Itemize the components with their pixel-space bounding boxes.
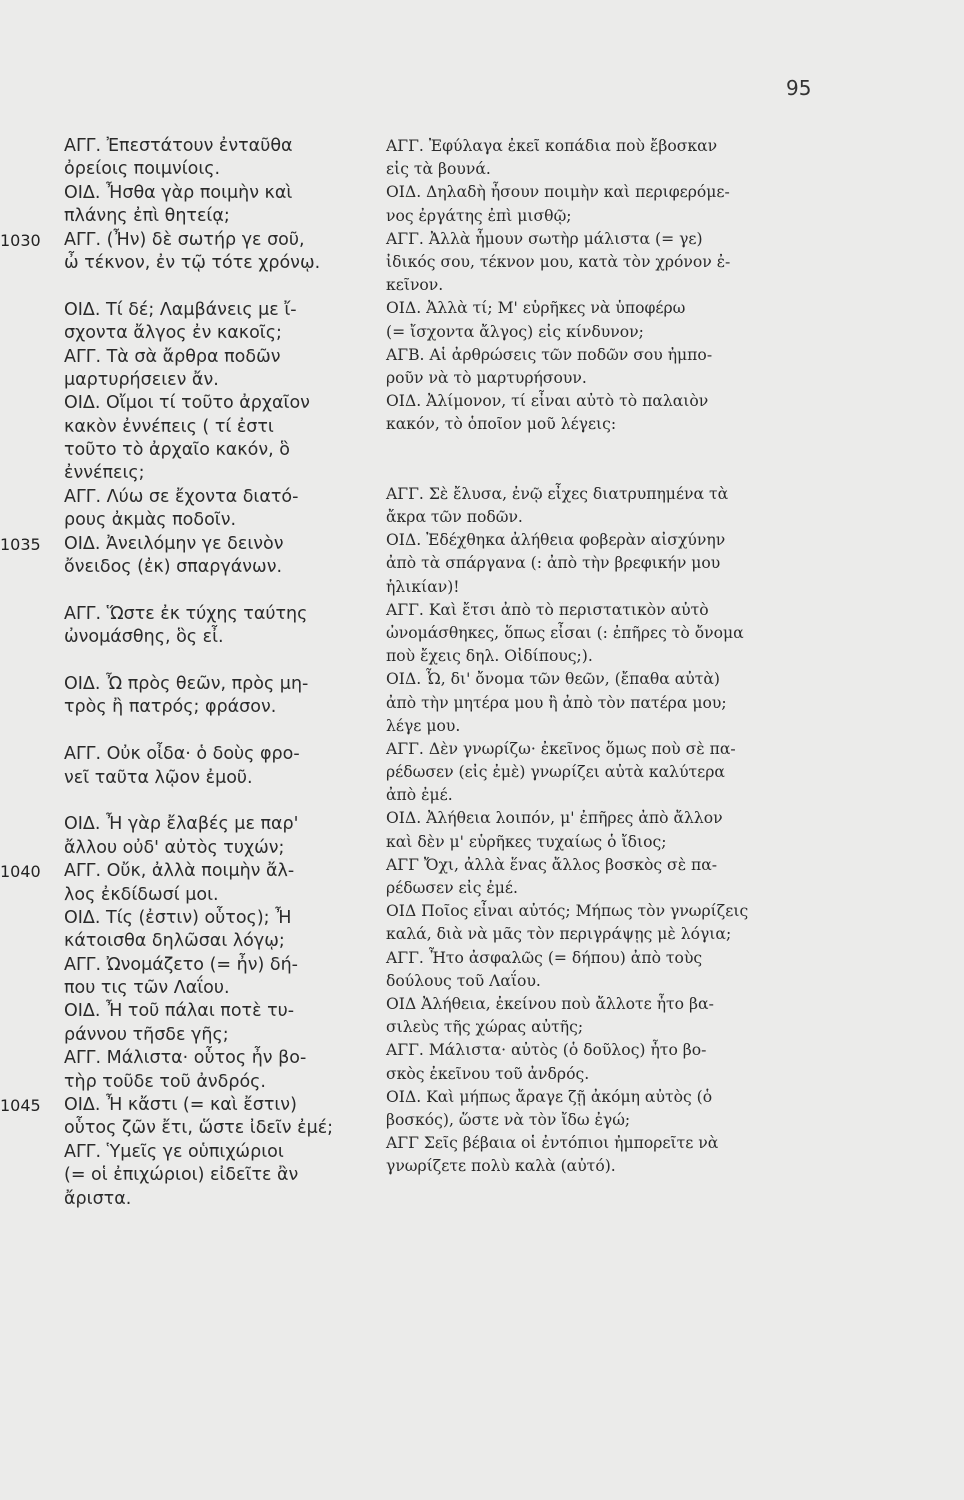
translation-text-line: [386, 135, 832, 158]
translation-text-line: [386, 784, 832, 807]
translation-line-content: ἀπὸ τὴν μητέρα μου ἢ ἀπὸ τὸν πατέρα μου;: [386, 693, 727, 712]
translation-text-line: [386, 413, 832, 436]
ancient-line-content: ἄλλου οὐδ' αὐτὸς τυχών;: [64, 837, 285, 858]
ancient-line-content: ὄνειδος (ἐκ) σπαργάνων.: [64, 557, 283, 578]
translation-line-content: ΑΓΒ. Αἱ ἀρθρώσεις τῶν ποδῶν σου ἠμπο-: [386, 345, 713, 364]
ancient-text-line: [64, 322, 382, 345]
translation-line-content: ἀπὸ ἐμέ.: [386, 786, 453, 805]
ancient-text-line: [64, 767, 382, 790]
verse-line-number: 1040: [0, 862, 41, 882]
translation-text-line: [386, 1132, 832, 1155]
paragraph-gap: [64, 579, 382, 602]
translation-line-content: ρέδωσεν (εἰς ἐμὲ) γνωρίζει αὐτὰ καλύτερα: [386, 763, 725, 782]
translation-text-line: [386, 529, 832, 552]
translation-text-line: [386, 251, 832, 274]
translation-text-line: [386, 367, 832, 390]
translation-text-line: [386, 715, 832, 738]
translation-text-line: [386, 506, 832, 529]
verse-line-number: 1035: [0, 534, 41, 554]
ancient-text-line: [64, 1164, 382, 1187]
ancient-text-line: [64, 1141, 382, 1164]
ancient-line-content: τὴρ τοῦδε τοῦ ἀνδρός.: [64, 1071, 266, 1092]
translation-line-content: ὠνομάσθηκες, ὅπως εἶσαι (: ἐπῆρες τὸ ὄνομα: [386, 623, 744, 642]
paragraph-gap: [386, 460, 832, 483]
ancient-text-line: [64, 556, 382, 579]
ancient-line-content: ὀρείοις ποιμνίοις.: [64, 159, 221, 180]
translation-text-line: [386, 645, 832, 668]
ancient-line-content: ΟΙΔ. Ὦ πρὸς θεῶν, πρὸς μη-: [64, 673, 309, 694]
ancient-line-content: ΑΓΓ. Οὔκ, ἀλλὰ ποιμὴν ἄλ-: [64, 861, 295, 882]
translation-text-line: [386, 692, 832, 715]
ancient-line-content: ράννου τῆσδε γῆς;: [64, 1024, 229, 1045]
translation-line-content: νος ἐργάτης ἐπὶ μισθῷ;: [386, 206, 572, 225]
translation-line-content: ΑΓΓ. Μάλιστα· αὐτὸς (ὁ δοῦλος) ἦτο βο-: [386, 1041, 707, 1060]
translation-line-content: ΑΓΓ. Δὲν γνωρίζω· ἐκεῖνος ὅμως ποὺ σὲ πα-: [386, 739, 736, 758]
translation-text-line: [386, 297, 832, 320]
ancient-line-content: ΟΙΔ. Ἦσθα γὰρ ποιμὴν καὶ: [64, 182, 293, 203]
translation-line-content: ἰδικός σου, τέκνον μου, κατὰ τὸν χρόνον ἐ-: [386, 252, 731, 271]
ancient-text-line: [0, 1094, 382, 1117]
translation-text-line: [386, 181, 832, 204]
ancient-line-content: ΑΓΓ. Ὠνομάζετο (= ἦν) δή-: [64, 954, 298, 975]
translation-line-content: ΟΙΔ. Ὦ, δι' ὄνομα τῶν θεῶν, (ἔπαθα αὐτὰ): [386, 670, 720, 689]
translation-text-line: [386, 321, 832, 344]
paragraph-gap: [64, 720, 382, 743]
translation-text-line: [386, 831, 832, 854]
paragraph-gap: [386, 436, 832, 459]
ancient-line-content: ΟΙΔ. Ἦ τοῦ πάλαι ποτὲ τυ-: [64, 1001, 295, 1022]
ancient-line-content: πλάνης ἐπὶ θητείᾳ;: [64, 206, 230, 227]
ancient-line-content: κάτοισθα δηλῶσαι λόγῳ;: [64, 931, 285, 952]
ancient-text-line: [64, 743, 382, 766]
translation-text-line: [386, 947, 832, 970]
ancient-line-content: ΟΙΔ. Ἀνειλόμην γε δεινὸν: [64, 533, 284, 554]
translation-line-content: γνωρίζετε πολὺ καλὰ (αὐτό).: [386, 1157, 616, 1176]
ancient-line-content: ΟΙΔ. Τίς (ἐστιν) οὗτος); Ἦ: [64, 907, 292, 928]
verse-line-number: 1030: [0, 230, 41, 250]
translation-line-content: ΑΓΓ. Ἀλλὰ ἦμουν σωτὴρ μάλιστα (= γε): [386, 229, 703, 248]
translation-text-line: [386, 622, 832, 645]
translation-text-line: [386, 1086, 832, 1109]
ancient-line-content: τοῦτο τὸ ἀρχαῖο κακόν, ὃ: [64, 440, 290, 461]
translation-line-content: ΑΓΓ. Ἐφύλαγα ἐκεῖ κοπάδια ποὺ ἔβοσκαν: [386, 137, 718, 155]
ancient-text-line: [64, 954, 382, 977]
translation-line-content: ΟΙΔ. Ἀλλὰ τί; Μ' εὑρῆκες νὰ ὑποφέρω: [386, 299, 686, 318]
ancient-text-line: [64, 416, 382, 439]
ancient-text-line: [64, 205, 382, 228]
ancient-text-line: [64, 158, 382, 181]
translation-line-content: ΑΓΓ Ὄχι, ἀλλὰ ἕνας ἄλλος βοσκὸς σὲ πα-: [386, 855, 718, 874]
ancient-text-line: [0, 860, 382, 883]
ancient-text-line: [64, 977, 382, 1000]
translation-text-line: [386, 483, 832, 506]
translation-text-line: [386, 993, 832, 1016]
translation-line-content: ΟΙΔ. Ἀλίμονον, τί εἶναι αὐτὸ τὸ παλαιὸν: [386, 392, 709, 411]
page-number: 95: [786, 76, 812, 100]
ancient-line-content: ἐννέπεις;: [64, 463, 145, 484]
ancient-line-content: ρους ἀκμὰς ποδοῖν.: [64, 510, 237, 531]
ancient-text-line: [64, 603, 382, 626]
ancient-text-line: [64, 252, 382, 275]
translation-line-content: ἄκρα τῶν ποδῶν.: [386, 508, 523, 526]
ancient-line-content: κακὸν ἐννέπεις ( τί ἐστι: [64, 416, 274, 437]
translation-line-content: ΟΙΔ. Ἀλήθεια λοιπόν, μ' ἐπῆρες ἀπὸ ἄλλον: [386, 809, 723, 828]
translation-line-content: ἀπὸ τὰ σπάργανα (: ἀπὸ τὴν βρεφικήν μου: [386, 554, 721, 573]
translation-line-content: ΑΓΓ. Καὶ ἔτσι ἀπὸ τὸ περιστατικὸν αὐτὸ: [386, 600, 709, 619]
translation-text-line: [386, 900, 832, 923]
ancient-text-line: [0, 533, 382, 556]
translation-line-content: ΟΙΔ Ποῖος εἶναι αὐτός; Μήπως τὸν γνωρίζεις: [386, 902, 749, 921]
ancient-line-content: μαρτυρήσειεν ἄν.: [64, 369, 219, 390]
ancient-line-content: ΑΓΓ. Ὑμεῖς γε οὑπιχώριοι: [64, 1141, 284, 1162]
paragraph-gap: [64, 650, 382, 673]
translation-text-line: [386, 390, 832, 413]
ancient-line-content: οὗτος ζῶν ἔτι, ὥστε ἰδεῖν ἐμέ;: [64, 1118, 334, 1139]
ancient-line-content: που τις τῶν Λαΐου.: [64, 978, 230, 999]
translation-line-content: ροῦν νὰ τὸ μαρτυρήσουν.: [386, 368, 587, 387]
ancient-text-line: [64, 626, 382, 649]
translation-text-line: [386, 599, 832, 622]
ancient-line-content: ΑΓΓ. (Ἦν) δὲ σωτήρ γε σοῦ,: [64, 229, 305, 250]
translation-line-content: ἡλικίαν)!: [386, 577, 460, 596]
ancient-line-content: νεῖ ταῦτα λῷον ἐμοῦ.: [64, 767, 253, 788]
ancient-text-line: [64, 930, 382, 953]
verse-line-number: 1045: [0, 1096, 41, 1116]
translation-text-line: [386, 1016, 832, 1039]
ancient-text-line: [64, 884, 382, 907]
ancient-text-line: [64, 439, 382, 462]
ancient-text-line: [64, 1024, 382, 1047]
ancient-line-content: σχοντα ἄλγος ἐν κακοῖς;: [64, 323, 282, 344]
translation-text-line: [386, 344, 832, 367]
translation-text-line: [386, 970, 832, 993]
paragraph-gap: [64, 275, 382, 298]
translation-text-line: [386, 576, 832, 599]
ancient-text-line: [0, 229, 382, 252]
ancient-text-line: [64, 1000, 382, 1023]
ancient-text-line: [64, 346, 382, 369]
ancient-line-content: ΟΙΔ. Τί δέ; Λαμβάνεις με ἴ-: [64, 299, 297, 320]
ancient-text-line: [64, 462, 382, 485]
ancient-line-content: ΟΙΔ. Ἦ γὰρ ἔλαβές με παρ': [64, 814, 299, 835]
translation-text-line: [386, 158, 832, 181]
translation-line-content: ΑΓΓ. Ἦτο ἀσφαλῶς (= δήπου) ἀπὸ τοὺς: [386, 948, 703, 967]
ancient-text-line: [64, 1071, 382, 1094]
paragraph-gap: [64, 790, 382, 813]
ancient-line-content: ΑΓΓ. Μάλιστα· οὗτος ἦν βο-: [64, 1048, 307, 1069]
ancient-line-content: λος ἐκδίδωσί μοι.: [64, 884, 219, 905]
translation-line-content: σκὸς ἐκεῖνου τοῦ ἀνδρός.: [386, 1064, 590, 1083]
translation-text-line: [386, 877, 832, 900]
translation-line-content: εἰς τὰ βουνά.: [386, 160, 491, 179]
ancient-line-content: ΟΙΔ. Οἴμοι τί τοῦτο ἀρχαῖον: [64, 393, 310, 414]
translation-line-content: καὶ δὲν μ' εὑρῆκες τυχαίως ὁ ἴδιος;: [386, 832, 667, 851]
translation-text-line: [386, 854, 832, 877]
translation-line-content: ΑΓΓ. Σὲ ἔλυσα, ἐνῷ εἶχες διατρυπημένα τὰ: [386, 484, 729, 503]
ancient-text-line: [64, 813, 382, 836]
translation-line-content: ΟΙΔ Ἀλήθεια, ἐκείνου ποὺ ἄλλοτε ἦτο βα-: [386, 994, 714, 1013]
translation-text-line: [386, 1155, 832, 1178]
modern-greek-translation-column: [386, 135, 832, 1178]
translation-text-line: [386, 738, 832, 761]
ancient-line-content: ὠνομάσθης, ὃς εἶ.: [64, 627, 224, 648]
ancient-line-content: ΑΓΓ. Τὰ σὰ ἄρθρα ποδῶν: [64, 346, 281, 367]
translation-text-line: [386, 668, 832, 691]
translation-text-line: [386, 923, 832, 946]
ancient-text-line: [64, 299, 382, 322]
ancient-line-content: ΑΓΓ. Ἐπεστάτουν ἐνταῦθα: [64, 136, 293, 156]
ancient-text-line: [64, 135, 382, 158]
translation-text-line: [386, 1109, 832, 1132]
translation-text-line: [386, 761, 832, 784]
translation-line-content: λέγε μου.: [386, 716, 461, 735]
ancient-text-line: [64, 1047, 382, 1070]
ancient-text-line: [64, 907, 382, 930]
ancient-line-content: ΑΓΓ. Οὐκ οἶδα· ὁ δοὺς φρο-: [64, 744, 300, 765]
ancient-line-content: ΑΓΓ. Ὥστε ἐκ τύχης ταύτης: [64, 603, 308, 624]
translation-text-line: [386, 228, 832, 251]
translation-text-line: [386, 205, 832, 228]
translation-text-line: [386, 1063, 832, 1086]
translation-line-content: δούλους τοῦ Λαΐου.: [386, 971, 541, 990]
translation-line-content: ΟΙΔ. Καὶ μήπως ἄραγε ζῇ ἀκόμη αὐτὸς (ὁ: [386, 1087, 713, 1106]
ancient-text-line: [64, 509, 382, 532]
ancient-line-content: ΑΓΓ. Λύω σε ἔχοντα διατό-: [64, 486, 299, 507]
translation-text-line: [386, 807, 832, 830]
ancient-text-line: [64, 673, 382, 696]
ancient-line-content: (= οἱ ἐπιχώριοι) εἰδεῖτε ἂν: [64, 1165, 299, 1186]
translation-line-content: (= ἴσχοντα ἄλγος) εἰς κίνδυνον;: [386, 322, 644, 341]
ancient-text-line: [64, 182, 382, 205]
translation-line-content: κακόν, τὸ ὁποῖον μοῦ λέγεις:: [386, 415, 617, 434]
ancient-text-line: [64, 1188, 382, 1211]
ancient-line-content: ΟΙΔ. Ἦ κἄστι (= καὶ ἔστιν): [64, 1095, 297, 1116]
translation-line-content: ΟΙΔ. Ἐδέχθηκα ἀλήθεια φοβερὰν αἰσχύνην: [386, 531, 726, 550]
translation-text-line: [386, 274, 832, 297]
translation-line-content: ρέδωσεν εἰς ἐμέ.: [386, 879, 518, 897]
ancient-text-line: [64, 696, 382, 719]
translation-line-content: βοσκός), ὥστε νὰ τὸν ἴδω ἐγώ;: [386, 1110, 631, 1129]
translation-line-content: κεῖνον.: [386, 276, 444, 295]
translation-line-content: καλά, διὰ νὰ μᾶς τὸν περιγράψῃς μὲ λόγια;: [386, 925, 732, 944]
ancient-text-line: [64, 837, 382, 860]
translation-line-content: ΟΙΔ. Δηλαδὴ ἦσουν ποιμὴν καὶ περιφερόμε-: [386, 183, 730, 202]
translation-text-line: [386, 552, 832, 575]
ancient-text-line: [64, 369, 382, 392]
ancient-greek-text-column: [0, 135, 382, 1211]
translation-line-content: σιλεὺς τῆς χώρας αὐτῆς;: [386, 1018, 584, 1037]
ancient-text-line: [64, 486, 382, 509]
translation-line-content: ΑΓΓ Σεῖς βέβαια οἱ ἐντόπιοι ἠμπορεῖτε νὰ: [386, 1134, 719, 1153]
ancient-line-content: τρὸς ἢ πατρός; φράσον.: [64, 697, 277, 718]
translation-text-line: [386, 1039, 832, 1062]
translation-line-content: ποὺ ἔχεις δηλ. Οἰδίπους;).: [386, 647, 593, 666]
ancient-text-line: [64, 1117, 382, 1140]
ancient-line-content: ὦ τέκνον, ἐν τῷ τότε χρόνῳ.: [64, 252, 321, 273]
ancient-line-content: ἄριστα.: [64, 1188, 132, 1209]
ancient-text-line: [64, 392, 382, 415]
